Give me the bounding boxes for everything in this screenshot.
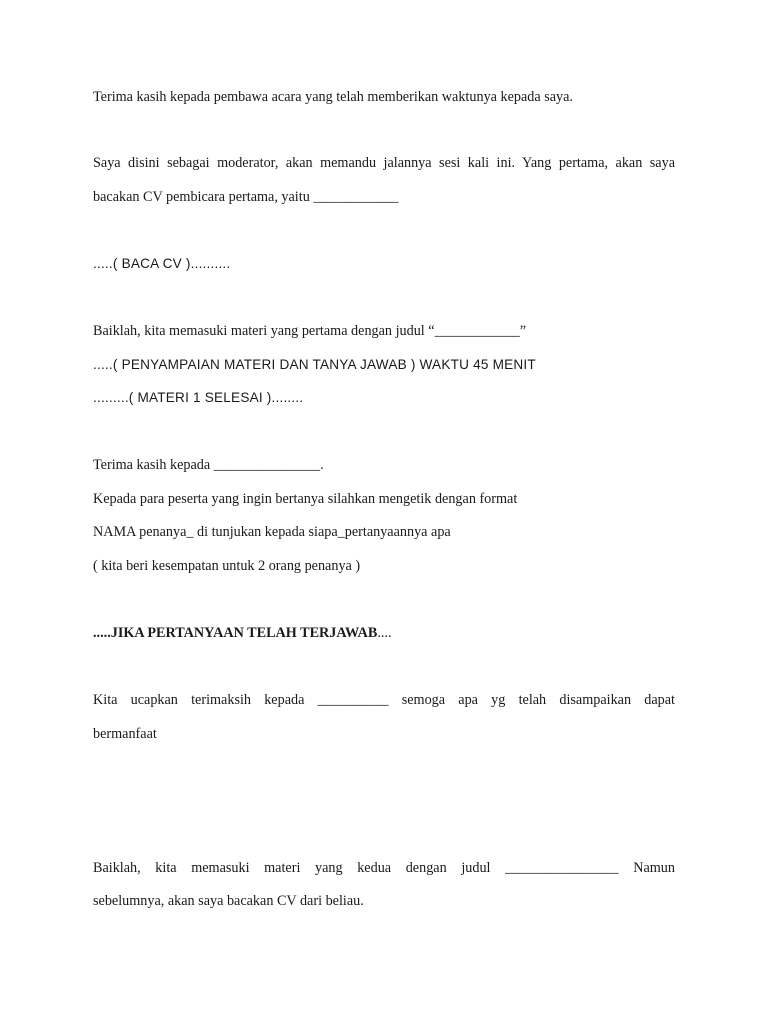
paragraph-closing-thanks-line-1: Kita ucapkan terimaksih kepada __________ semoga apa yg telah disampaikan dapat — [93, 692, 675, 708]
instruction-material-done: .........( MATERI 1 SELESAI )........ — [93, 390, 304, 405]
paragraph-moderator-line-1: Saya disini sebagai moderator, akan memandu jalannya sesi kali ini. Yang pertama, akan saya — [93, 155, 675, 171]
instruction-baca-cv: .....( BACA CV ).......... — [93, 256, 231, 271]
paragraph-thanks-speaker: Terima kasih kepada _______________. — [93, 457, 324, 473]
section-heading-answered — [93, 624, 392, 642]
paragraph-second-material-line-1: Baiklah, kita memasuki materi yang kedua dengan judul ________________ Namun — [93, 860, 675, 876]
paragraph-moderator-line-2: bacakan CV pembicara pertama, yaitu ____________ — [93, 189, 399, 205]
instruction-presentation: .....( PENYAMPAIAN MATERI DAN TANYA JAWAB ) WAKTU 45 MENIT — [93, 357, 536, 372]
paragraph-closing-thanks-line-2: bermanfaat — [93, 726, 157, 742]
section-heading-tail: .... — [377, 625, 392, 641]
paragraph-question-limit: ( kita beri kesempatan untuk 2 orang penanya ) — [93, 558, 361, 574]
paragraph-question-format: Kepada para peserta yang ingin bertanya silahkan mengetik dengan format — [93, 491, 518, 507]
section-heading-bold: .....JIKA PERTANYAAN TELAH TERJAWAB — [93, 625, 378, 641]
paragraph-question-template: NAMA penanya_ di tunjukan kepada siapa_pertanyaannya apa — [93, 524, 451, 540]
paragraph-thanks-host: Terima kasih kepada pembawa acara yang telah memberikan waktunya kepada saya. — [93, 89, 573, 105]
paragraph-second-material-line-2: sebelumnya, akan saya bacakan CV dari beliau. — [93, 893, 364, 909]
paragraph-first-material: Baiklah, kita memasuki materi yang pertama dengan judul “____________” — [93, 323, 526, 339]
